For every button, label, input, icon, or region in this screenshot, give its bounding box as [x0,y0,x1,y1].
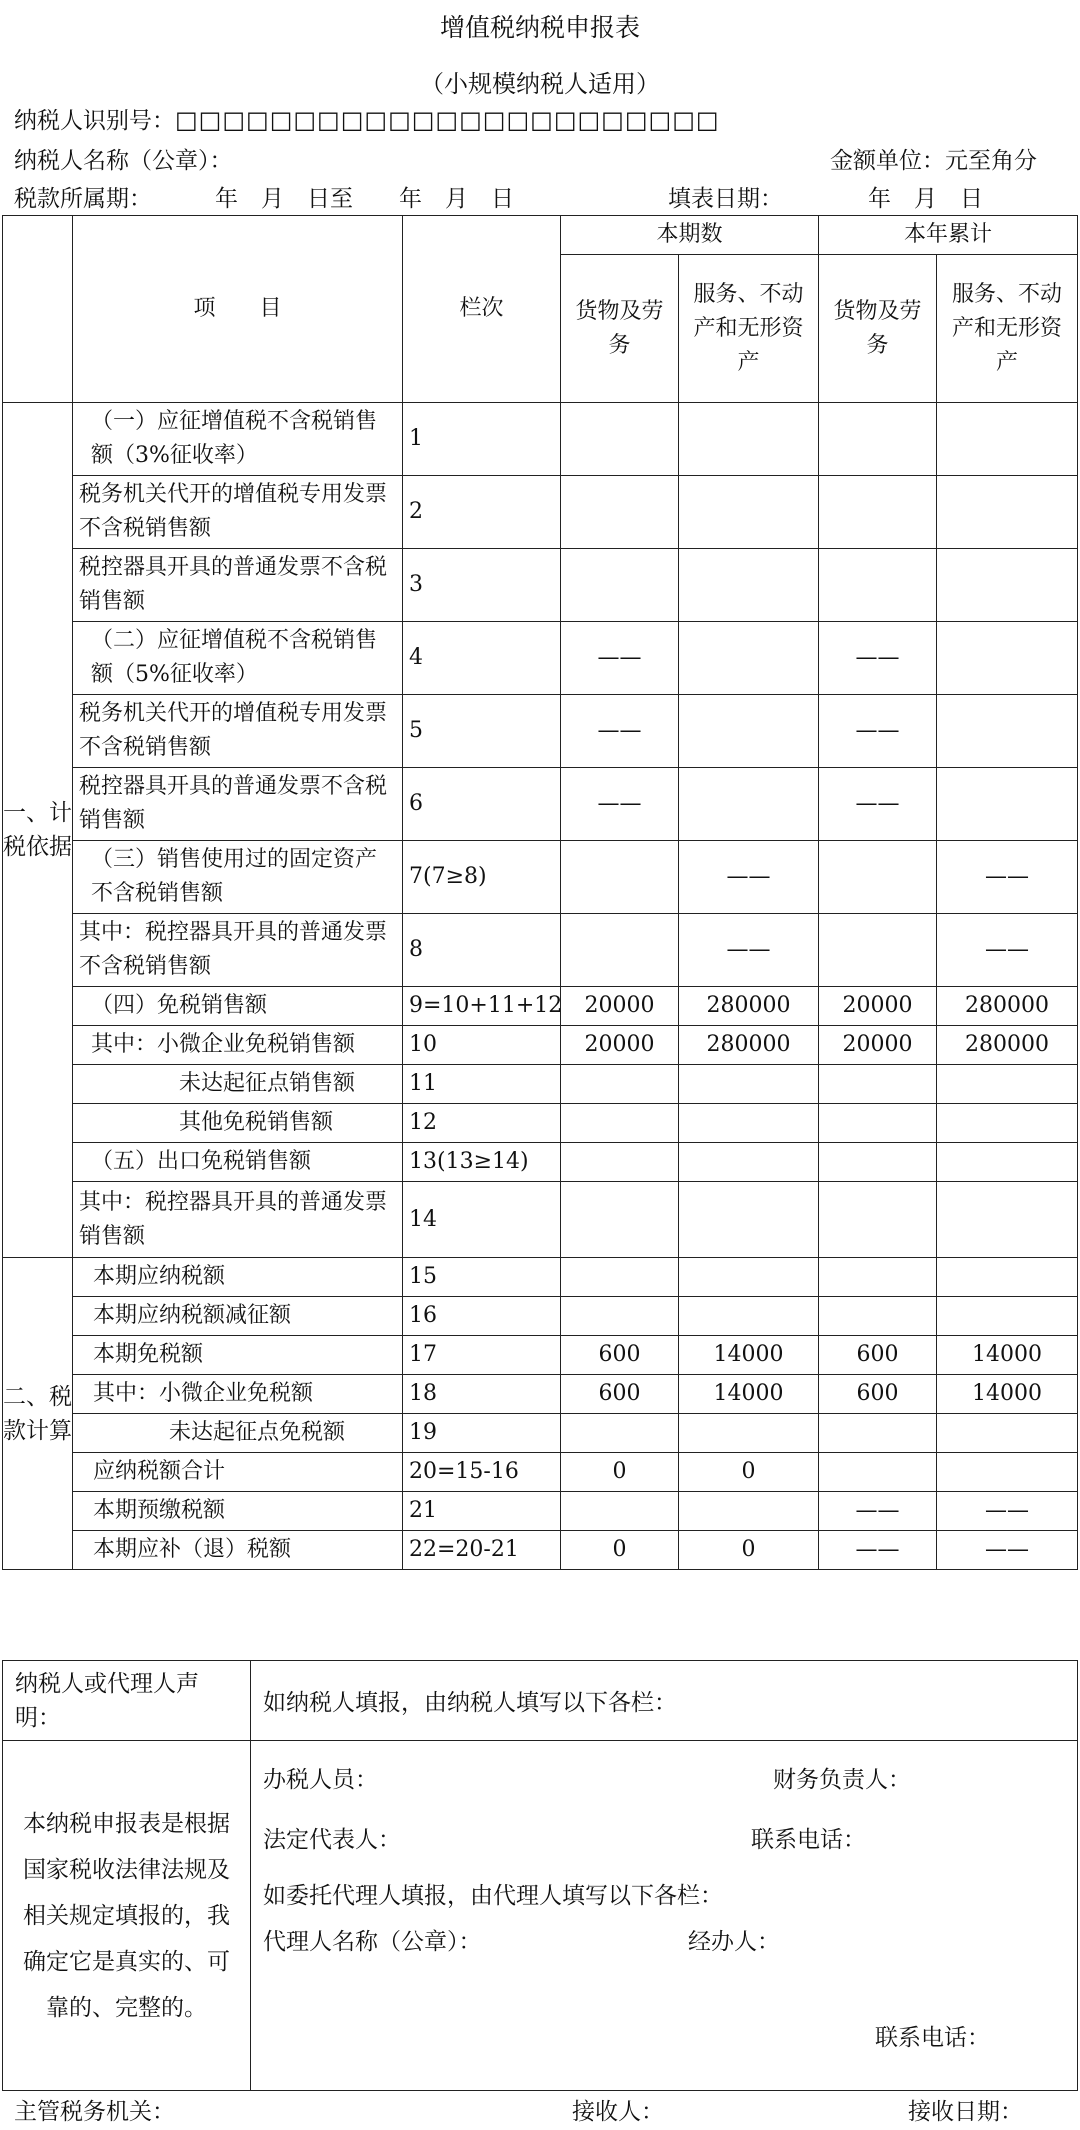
current-goods-value[interactable] [561,1414,679,1453]
table-row [3,1492,1078,1531]
current-goods-value[interactable] [561,1182,679,1258]
declaration-label: 纳税人或代理人声明： [3,1661,251,1741]
current-period-header: 本期数 [561,216,819,255]
current-goods-value[interactable]: 600 [561,1336,679,1375]
current-goods-value[interactable]: —— [561,768,679,841]
current-goods-value[interactable] [561,1065,679,1104]
year-goods-value[interactable] [819,1182,937,1258]
finance-head-label: 财务负责人： [773,1767,911,1793]
table-row [3,622,1078,695]
year-goods-value[interactable]: —— [819,622,937,695]
table-row [3,1531,1078,1570]
receiver-label: 接收人： [572,2099,664,2125]
current-services-value[interactable]: 14000 [679,1375,819,1414]
year-goods-value[interactable] [819,1065,937,1104]
row-item: 其中：税控器具开具的普通发票不含税销售额 [73,914,403,987]
row-item: （一）应征增值税不含税销售额（3%征收率） [73,403,403,476]
current-services-value[interactable] [679,549,819,622]
row-column-no: 5 [403,695,561,768]
year-goods-value[interactable] [819,1143,937,1182]
year-services-value[interactable] [937,403,1078,476]
row-item: 税务机关代开的增值税专用发票不含税销售额 [73,695,403,768]
current-services-value[interactable] [679,1258,819,1297]
year-goods-value[interactable]: 20000 [819,987,937,1026]
row-column-no: 7(7≥8) [403,841,561,914]
row-item: 本期应纳税额 [73,1258,403,1297]
year-goods-value[interactable]: 600 [819,1336,937,1375]
table-row [3,768,1078,841]
current-services-value[interactable] [679,403,819,476]
row-column-no: 8 [403,914,561,987]
year-goods-value[interactable] [819,1414,937,1453]
current-goods-value[interactable] [561,1143,679,1182]
current-services-value[interactable] [679,695,819,768]
year-goods-value[interactable] [819,1258,937,1297]
year-goods-value[interactable] [819,403,937,476]
row-column-no: 15 [403,1258,561,1297]
year-services-value[interactable] [937,1297,1078,1336]
year-services-value[interactable] [937,1104,1078,1143]
row-column-no: 11 [403,1065,561,1104]
year-goods-value[interactable] [819,1453,937,1492]
services-header-1: 服务、不动产和无形资产 [679,255,819,403]
row-item: 本期免税额 [73,1336,403,1375]
year-total-header: 本年累计 [819,216,1078,255]
column-no-header: 栏次 [403,216,561,403]
section-calc-label: 二、税款计算 [3,1258,73,1570]
table-row [3,549,1078,622]
goods-header-2: 货物及劳务 [819,255,937,403]
current-services-value[interactable] [679,1297,819,1336]
year-services-value[interactable] [937,768,1078,841]
current-services-value[interactable] [679,1414,819,1453]
agent-phone-label: 联系电话： [875,2025,990,2051]
current-services-value[interactable]: —— [679,914,819,987]
agent-name-label: 代理人名称（公章）： [263,1929,482,1955]
year-services-value[interactable]: —— [937,1531,1078,1570]
year-services-value[interactable] [937,1065,1078,1104]
row-item: 本期预缴税额 [73,1492,403,1531]
row-item: 税务机关代开的增值税专用发票不含税销售额 [73,476,403,549]
current-services-value[interactable]: 280000 [679,987,819,1026]
current-services-value[interactable] [679,622,819,695]
fill-date-value: 年 月 日 [868,186,983,212]
year-goods-value[interactable]: —— [819,695,937,768]
row-item: 其中：税控器具开具的普通发票销售额 [73,1182,403,1258]
row-column-no: 3 [403,549,561,622]
row-column-no: 18 [403,1375,561,1414]
declaration-text: 本纳税申报表是根据国家税收法律法规及相关规定填报的，我确定它是真实的、可靠的、完整的。 [3,1741,251,2091]
row-column-no: 14 [403,1182,561,1258]
year-goods-value[interactable] [819,476,937,549]
section-basis-label: 一、计税依据 [3,403,73,1258]
row-column-no: 17 [403,1336,561,1375]
current-goods-value[interactable]: 0 [561,1531,679,1570]
table-row [3,841,1078,914]
year-goods-value[interactable] [819,1297,937,1336]
table-row [3,1336,1078,1375]
year-services-value[interactable]: —— [937,914,1078,987]
row-column-no: 1 [403,403,561,476]
current-services-value[interactable]: 0 [679,1531,819,1570]
footer-table [2,1660,1078,2091]
year-services-value[interactable] [937,1182,1078,1258]
form-subtitle: （小规模纳税人适用） [420,70,660,98]
row-column-no: 2 [403,476,561,549]
taxpayer-name-label: 纳税人名称（公章）： [14,148,233,174]
goods-header-1: 货物及劳务 [561,255,679,403]
row-item: （二）应征增值税不含税销售额（5%征收率） [73,622,403,695]
year-services-value[interactable] [937,476,1078,549]
current-goods-value[interactable] [561,1258,679,1297]
year-goods-value[interactable]: 20000 [819,1026,937,1065]
period-label: 税款所属期： [14,186,152,212]
taxpayer-id-boxes[interactable]: □□□□□□□□□□□□□□□□□□□□□□□ [175,106,720,134]
row-item: 未达起征点免税额 [73,1414,403,1453]
table-row [3,1375,1078,1414]
current-goods-value[interactable] [561,476,679,549]
row-item: 其中：小微企业免税销售额 [73,1026,403,1065]
table-row [3,476,1078,549]
year-services-value[interactable] [937,1453,1078,1492]
current-services-value[interactable] [679,476,819,549]
row-column-no: 16 [403,1297,561,1336]
row-column-no: 4 [403,622,561,695]
taxpayer-id-label: 纳税人识别号： [14,108,175,134]
row-column-no: 22=20-21 [403,1531,561,1570]
current-goods-value[interactable] [561,1492,679,1531]
row-column-no: 19 [403,1414,561,1453]
row-item: （五）出口免税销售额 [73,1143,403,1182]
year-services-value[interactable] [937,1143,1078,1182]
current-goods-value[interactable] [561,403,679,476]
current-goods-value[interactable]: —— [561,695,679,768]
table-row [3,1258,1078,1297]
amount-unit: 金额单位：元至角分 [830,148,1037,174]
current-services-value[interactable]: 14000 [679,1336,819,1375]
current-services-value[interactable] [679,1065,819,1104]
item-header: 项 目 [73,216,403,403]
fill-date-label: 填表日期： [668,186,783,212]
current-goods-value[interactable] [561,549,679,622]
contact-phone-label: 联系电话： [751,1827,866,1853]
taxpayer-id-row [14,102,720,135]
table-row [3,987,1078,1026]
handler-label: 经办人： [688,1929,780,1955]
table-row [3,1143,1078,1182]
year-goods-value[interactable] [819,1104,937,1143]
year-services-value[interactable]: —— [937,841,1078,914]
current-goods-value[interactable] [561,841,679,914]
table-row [3,1182,1078,1258]
current-services-value[interactable] [679,1143,819,1182]
row-item: 本期应纳税额减征额 [73,1297,403,1336]
row-item: 未达起征点销售额 [73,1065,403,1104]
year-services-value[interactable] [937,622,1078,695]
table-row [3,1104,1078,1143]
year-services-value[interactable] [937,1414,1078,1453]
current-services-value[interactable] [679,1104,819,1143]
row-item: 应纳税额合计 [73,1453,403,1492]
row-item: 其他免税销售额 [73,1104,403,1143]
current-services-value[interactable] [679,768,819,841]
current-goods-value[interactable] [561,1297,679,1336]
authority-label: 主管税务机关： [14,2099,175,2125]
row-item: 税控器具开具的普通发票不含税销售额 [73,768,403,841]
year-services-value[interactable]: 280000 [937,1026,1078,1065]
row-item: 其中：小微企业免税额 [73,1375,403,1414]
year-services-value[interactable]: 14000 [937,1336,1078,1375]
legal-rep-label: 法定代表人： [263,1827,401,1853]
current-goods-value[interactable] [561,1104,679,1143]
current-goods-value[interactable]: 20000 [561,987,679,1026]
current-goods-value[interactable]: 0 [561,1453,679,1492]
table-row [3,914,1078,987]
year-goods-value[interactable]: —— [819,1492,937,1531]
row-column-no: 9=10+11+12 [403,987,561,1026]
year-services-value[interactable] [937,695,1078,768]
row-item: （三）销售使用过的固定资产不含税销售额 [73,841,403,914]
year-goods-value[interactable] [819,549,937,622]
year-goods-value[interactable] [819,914,937,987]
tax-officer-label: 办税人员： [263,1767,378,1793]
row-column-no: 21 [403,1492,561,1531]
self-fill-note: 如纳税人填报，由纳税人填写以下各栏： [251,1661,1078,1741]
declaration-table [2,215,1078,1570]
row-column-no: 20=15-16 [403,1453,561,1492]
year-goods-value[interactable] [819,841,937,914]
current-goods-value[interactable]: —— [561,622,679,695]
table-row [3,403,1078,476]
row-item: 本期应补（退）税额 [73,1531,403,1570]
row-item: 税控器具开具的普通发票不含税销售额 [73,549,403,622]
table-row [3,1065,1078,1104]
current-services-value[interactable] [679,1492,819,1531]
table-row [3,1026,1078,1065]
year-goods-value[interactable]: —— [819,768,937,841]
current-services-value[interactable]: —— [679,841,819,914]
table-row [3,1297,1078,1336]
row-column-no: 12 [403,1104,561,1143]
form-title: 增值税纳税申报表 [439,13,640,42]
current-services-value[interactable]: 0 [679,1453,819,1492]
period-value: 年 月 日至 年 月 日 [215,186,514,212]
year-services-value[interactable]: 280000 [937,987,1078,1026]
year-goods-value[interactable]: —— [819,1531,937,1570]
year-services-value[interactable] [937,1258,1078,1297]
table-row [3,1414,1078,1453]
agent-note: 如委托代理人填报，由代理人填写以下各栏： [263,1883,723,1909]
current-goods-value[interactable] [561,914,679,987]
current-services-value[interactable]: 280000 [679,1026,819,1065]
current-goods-value[interactable]: 600 [561,1375,679,1414]
row-column-no: 10 [403,1026,561,1065]
year-services-value[interactable]: —— [937,1492,1078,1531]
row-column-no: 6 [403,768,561,841]
table-row [3,1453,1078,1492]
year-services-value[interactable]: 14000 [937,1375,1078,1414]
receive-date-label: 接收日期： [908,2099,1023,2125]
row-column-no: 13(13≥14) [403,1143,561,1182]
current-services-value[interactable] [679,1182,819,1258]
row-item: （四）免税销售额 [73,987,403,1026]
table-row [3,695,1078,768]
current-goods-value[interactable]: 20000 [561,1026,679,1065]
year-services-value[interactable] [937,549,1078,622]
year-goods-value[interactable]: 600 [819,1375,937,1414]
services-header-2: 服务、不动产和无形资产 [937,255,1078,403]
